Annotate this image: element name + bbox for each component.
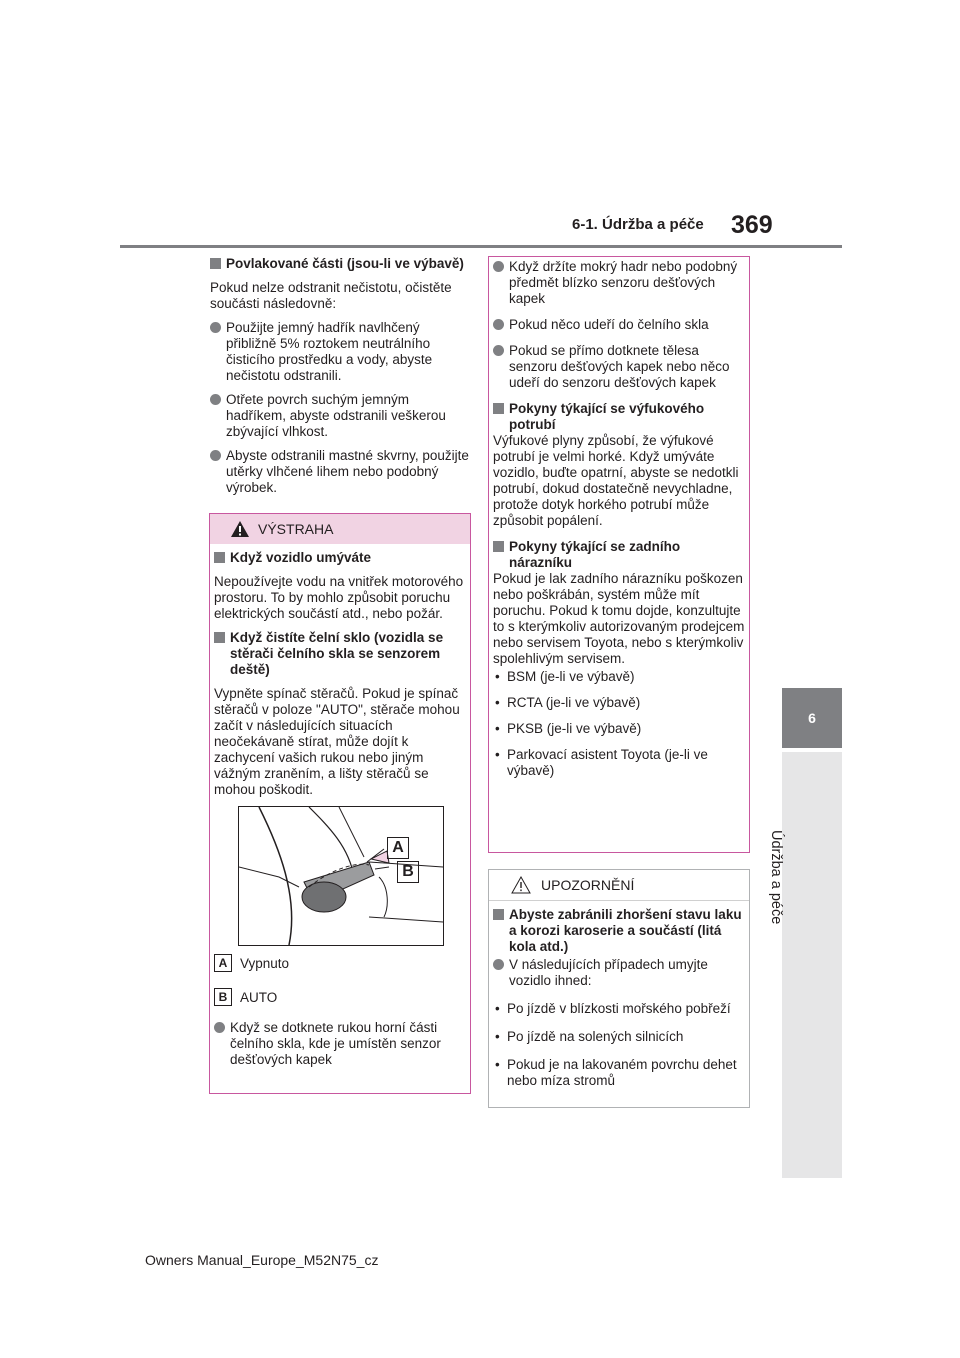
warning-continued-box — [488, 256, 750, 853]
coated-parts-heading — [210, 256, 472, 272]
dot-mark-icon: • — [495, 669, 500, 684]
warning-header — [210, 514, 470, 544]
dot-mark-icon: • — [495, 1057, 500, 1072]
label-a-box: A — [387, 837, 409, 859]
item-text: Po jízdě na solených silnicích — [507, 1029, 684, 1044]
heading-text: Pokyny týkající se výfukového potrubí — [509, 401, 705, 432]
warning-continued-body — [489, 257, 749, 779]
windshield-text: Vypněte spínač stěračů. Pokud je spínač stěračů v poloze "AUTO", stěrače mohou začít v následujících situacích neočekávaně stírat, může dojít k zachycení vašich rukou nebo jiným vážným zraněním, a lišty stěračů se mohou poškodit. — [214, 686, 460, 797]
list-item — [214, 1020, 466, 1068]
section-title: 6-1. Údržba a péče — [572, 216, 704, 233]
footer-text: Owners Manual_Europe_M52N75_cz — [145, 1252, 379, 1268]
system-item — [493, 695, 745, 711]
exhaust-heading — [493, 401, 745, 433]
bullet-text: Použijte jemný hadřík navlhčený přibližně 5% roztokem neutrálního čisticího prostředku a vody, abyste nečistotu odstranili. — [226, 320, 433, 383]
round-bullet-icon — [210, 450, 221, 461]
item-text: Po jízdě v blízkosti mořského pobřeží — [507, 1001, 731, 1016]
notice-header — [489, 870, 749, 901]
bullet-text: Otřete povrch suchým jemným hadříkem, abyste odstranili veškerou zbývající vlhkost. — [226, 392, 446, 439]
bullet-text: Pokud se přímo dotknete tělesa senzoru dešťových kapek nebo něco udeří do senzoru dešťových kapek — [509, 343, 730, 390]
intro-text: Pokud nelze odstranit nečistotu, očistěte součásti následovně: — [210, 280, 452, 311]
legend-a-text: Vypnuto — [240, 955, 290, 971]
legend-b — [214, 988, 466, 1006]
system-item — [493, 669, 745, 685]
item-text: RCTA (je-li ve výbavě) — [507, 695, 641, 710]
dot-mark-icon: • — [495, 747, 500, 762]
bullet-text: Abyste odstranili mastné skvrny, použijte utěrky vlhčené lihem nebo podobný výrobek. — [226, 448, 469, 495]
list-item — [493, 259, 745, 307]
page-number: 369 — [731, 211, 773, 239]
case-item — [493, 1001, 745, 1017]
chapter-tab[interactable]: 6 — [782, 688, 842, 748]
notice-title: UPOZORNĚNÍ — [541, 877, 635, 893]
bumper-text: Pokud je lak zadního nárazníku poškozen nebo poškrábán, systém může mít poruchu. Pokud k tomu dojde, konzultujte to s kterýmkoliv autorizovaným prodejcem nebo servisem Toyota, nebo s kterýmkoliv spolehlivým servisem. — [493, 571, 745, 666]
label-a-icon: A — [214, 954, 232, 972]
heading-text: Povlakované části (jsou-li ve výbavě) — [226, 256, 464, 271]
round-bullet-icon — [493, 345, 504, 356]
round-bullet-icon — [210, 322, 221, 333]
bullet-text: Když se dotknete rukou horní části čelního skla, kde je umístěn senzor dešťových kapek — [230, 1020, 441, 1067]
chapter-title: Údržba a péče — [768, 830, 784, 925]
notice-box — [488, 869, 750, 1108]
warning-box — [209, 513, 471, 1094]
left-column — [210, 256, 472, 504]
header-rule — [120, 245, 842, 248]
list-item — [493, 343, 745, 391]
bumper-group — [493, 539, 745, 685]
system-item — [493, 747, 745, 779]
case-item — [493, 1029, 745, 1045]
heading-text: Když vozidlo umýváte — [230, 550, 372, 565]
list-item — [210, 320, 472, 384]
notice-body — [489, 901, 749, 1089]
item-text: PKSB (je-li ve výbavě) — [507, 721, 642, 736]
round-bullet-icon — [493, 959, 504, 970]
dot-mark-icon: • — [495, 721, 500, 736]
round-bullet-icon — [214, 1022, 225, 1033]
round-bullet-icon — [210, 394, 221, 405]
label-b-icon: B — [214, 988, 232, 1006]
bullet-text: Když držíte mokrý hadr nebo podobný předmět blízko senzoru dešťových kapek — [509, 259, 738, 306]
bumper-heading — [493, 539, 745, 571]
heading-text: Pokyny týkající se zadního nárazníku — [509, 539, 681, 570]
legend-a — [214, 954, 466, 972]
bullet-text: V následujících případech umyjte vozidlo ihned: — [509, 957, 708, 988]
washing-heading — [214, 550, 466, 566]
heading-text: Abyste zabránili zhoršení stavu laku a korozi karoserie a součástí (litá kola atd.) — [509, 907, 742, 954]
dot-mark-icon: • — [495, 695, 500, 710]
list-item — [493, 957, 745, 989]
round-bullet-icon — [493, 261, 504, 272]
label-b-box: B — [397, 861, 419, 883]
exhaust-group — [493, 401, 745, 529]
bullet-text: Pokud něco udeří do čelního skla — [509, 317, 709, 332]
dot-mark-icon: • — [495, 1001, 500, 1016]
corrosion-heading — [493, 907, 745, 955]
caution-triangle-icon — [511, 876, 531, 894]
square-bullet-icon — [214, 552, 225, 563]
square-bullet-icon — [493, 541, 504, 552]
warning-title: VÝSTRAHA — [258, 521, 334, 537]
item-text: Parkovací asistent Toyota (je-li ve výbavě) — [507, 747, 708, 778]
dot-mark-icon: • — [495, 1029, 500, 1044]
exhaust-text: Výfukové plyny způsobí, že výfukové potrubí je velmi horké. Když umýváte vozidlo, buďte opatrní, abyste se nedotkli potrubí, dokud dostatečně nevychladne, protože dotyk horkého potrubí může způsobit popálení. — [493, 433, 739, 528]
chapter-bar — [782, 752, 842, 1178]
legend-b-text: AUTO — [240, 989, 278, 1005]
square-bullet-icon — [493, 909, 504, 920]
round-bullet-icon — [493, 319, 504, 330]
heading-text: Když čistíte čelní sklo (vozidla se stěrači čelního skla se senzorem deště) — [230, 630, 444, 677]
list-item — [493, 317, 745, 333]
square-bullet-icon — [214, 632, 225, 643]
washing-text: Nepoužívejte vodu na vnitřek motorového prostoru. To by mohlo způsobit poruchu elektrických součástí atd., nebo požár. — [214, 574, 464, 621]
warning-body — [210, 544, 470, 1068]
square-bullet-icon — [210, 258, 221, 269]
windshield-heading — [214, 630, 466, 678]
case-item — [493, 1057, 745, 1089]
list-item — [210, 392, 472, 440]
warning-triangle-icon — [230, 520, 250, 538]
square-bullet-icon — [493, 403, 504, 414]
item-text: Pokud je na lakovaném povrchu dehet nebo míza stromů — [507, 1057, 737, 1088]
wiper-switch-illustration — [238, 806, 444, 946]
list-item — [210, 448, 472, 496]
item-text: BSM (je-li ve výbavě) — [507, 669, 635, 684]
system-item — [493, 721, 745, 737]
